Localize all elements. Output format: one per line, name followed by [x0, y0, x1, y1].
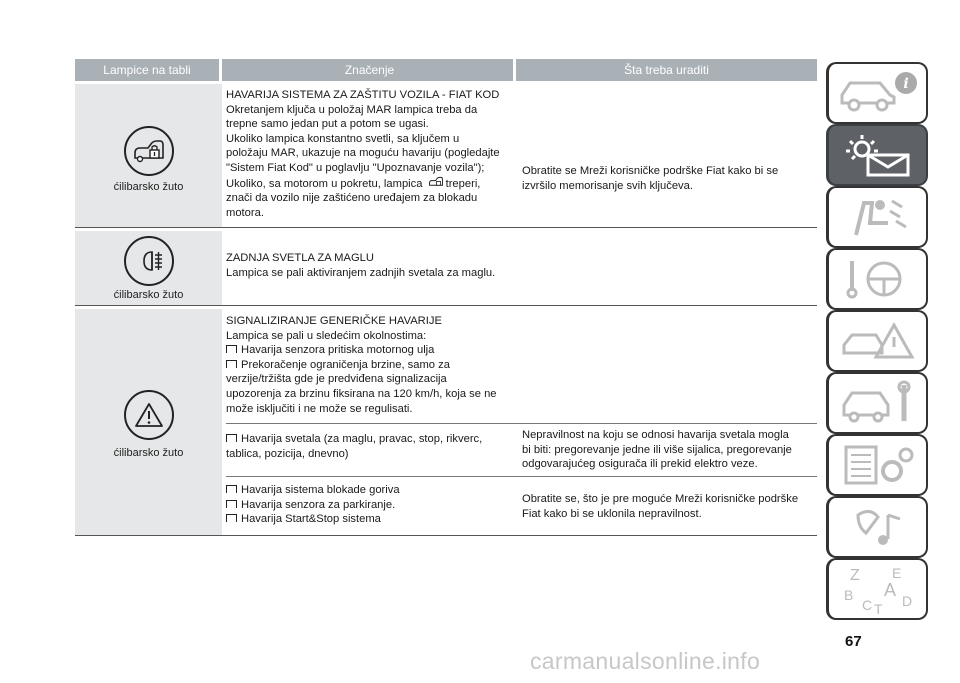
action-text: Obratite se Mreži korisničke podrške Fiat kako bi se izvršilo memorisanje svih ključeva.: [522, 165, 779, 192]
steering-wheel-key-icon: [836, 255, 920, 303]
row-divider: [226, 423, 817, 424]
icon-cell: [75, 84, 222, 227]
airbag-seat-icon: [836, 193, 920, 241]
svg-text:D: D: [901, 593, 912, 609]
immobilizer-key-icon: [124, 126, 174, 176]
table-row: [75, 306, 817, 535]
bullet-icon: [226, 434, 237, 442]
tab-emergency[interactable]: [826, 310, 928, 372]
table-row: [75, 228, 817, 305]
color-label: ćilibarsko žuto: [113, 289, 184, 301]
bullet-icon: [226, 345, 237, 353]
svg-text:C: C: [861, 597, 872, 613]
bullet-icon: [226, 500, 237, 508]
media-navigation-icon: [836, 503, 920, 551]
icon-cell: [75, 309, 222, 535]
row-divider: [226, 476, 817, 477]
meaning-text: HAVARIJA SISTEMA ZA ZAŠTITU VOZILA - FIAT KOD Okretanjem ključa u položaj MAR lampica treba da trepne samo jedan put a potom se ugasi. Ukoliko lampica konstantno svetli, sa ključem u položaju MAR, ukazuje na moguću havariju (pogledajte "Sistem Fiat Kod" u poglavlju "Upoznavanje vozila"); Ukoliko, sa motorom u pokretu, lampica treperi, znači da vozilo nije zaštićeno uređajem za blokadu motora.: [226, 89, 500, 219]
watermark: carmanualsonline.info: [530, 648, 761, 674]
svg-text:B: B: [843, 587, 853, 603]
tab-alphabetical-index[interactable]: [826, 558, 928, 620]
tab-safety[interactable]: [826, 186, 928, 248]
tab-car-info[interactable]: [826, 62, 928, 124]
header-meaning: Značenje: [226, 59, 516, 81]
tab-warning-lights[interactable]: [826, 124, 928, 186]
warning-triangle-icon: [124, 390, 174, 440]
meaning-text: SIGNALIZIRANJE GENERIČKE HAVARIJE Lampica se pali u sledećim okolnostima: Havarija senzora pritiska motornog ulja Prekoračenje ograničenja brzine, samo za verzije/tržišta gde je predviđena signalizacija upozorenja za brzinu fiksirana na 120 km/h, koja se ne može isključiti i ne može se regulisati.: [226, 315, 497, 415]
rear-fog-light-icon: [124, 236, 174, 286]
meaning-text: ZADNJA SVETLA ZA MAGLU Lampica se pali aktiviranjem zadnjih svetala za maglu.: [226, 252, 496, 279]
meaning-text: Havarija sistema blokade goriva Havarija senzora za parkiranje. Havarija Start&Stop sistema: [226, 483, 521, 527]
immobilizer-key-inline-icon: [428, 176, 444, 188]
meaning-text: Havarija svetala (za maglu, pravac, stop, rikverc, tablica, pozicija, dnevno): [226, 433, 483, 460]
table-row: [75, 84, 817, 227]
car-wrench-icon: [836, 379, 920, 427]
bullet-icon: [226, 514, 237, 522]
car-info-icon: [836, 69, 920, 117]
alphabetical-index-icon: [836, 562, 920, 616]
warning-lights-table: [75, 59, 817, 526]
tab-starting-driving[interactable]: [826, 248, 928, 310]
header-action: Šta treba uraditi: [624, 63, 709, 77]
bullet-icon: [226, 485, 237, 493]
warning-lights-icon: [836, 131, 920, 179]
header-lamp: Lampice na tabli: [75, 59, 222, 81]
color-label: ćilibarsko žuto: [113, 181, 184, 193]
svg-text:T: T: [873, 601, 883, 616]
svg-text:E: E: [891, 565, 901, 581]
tab-maintenance[interactable]: [826, 372, 928, 434]
table-header: [75, 59, 817, 81]
svg-text:Z: Z: [849, 567, 860, 584]
tab-technical-data[interactable]: [826, 434, 928, 496]
action-text: Nepravilnost na koju se odnosi havarija svetala mogla bi biti: pregorevanje jedne ili više sijalica, pregorevanje odgovarajućeg osigurača ili prekid elektro veze.: [522, 429, 792, 471]
svg-text:i: i: [902, 76, 909, 92]
bullet-icon: [226, 360, 237, 368]
table-bottom-line: [75, 535, 817, 536]
svg-text:A: A: [883, 580, 896, 600]
icon-cell: [75, 231, 222, 305]
action-text: Obratite se, što je pre moguće Mreži korisničke podrške Fiat kako bi se uklonila nepravilnost.: [522, 493, 799, 520]
tab-multimedia[interactable]: [826, 496, 928, 558]
spec-list-gears-icon: [836, 441, 920, 489]
color-label: ćilibarsko žuto: [113, 447, 184, 459]
page-number: 67: [845, 633, 862, 650]
car-crash-warning-icon: [836, 317, 920, 365]
